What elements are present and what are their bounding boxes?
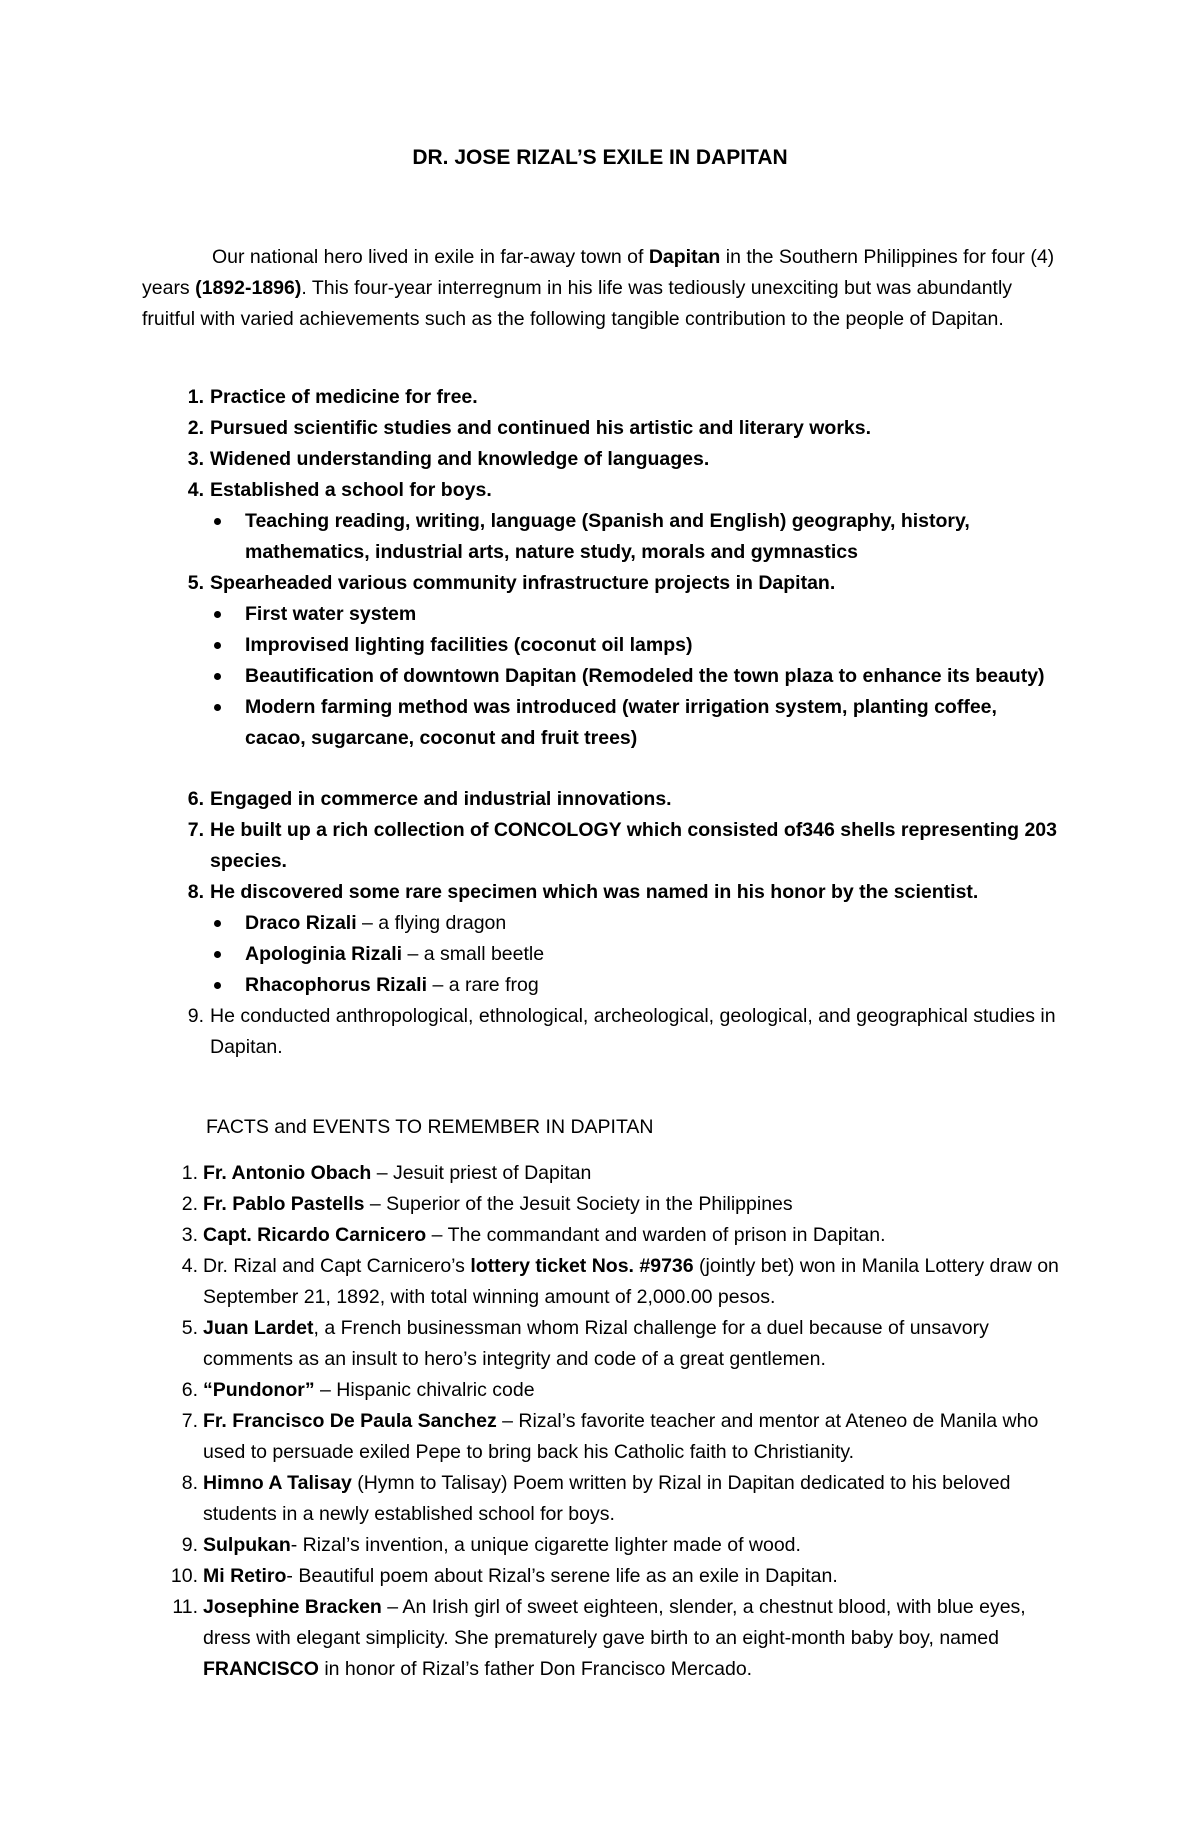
- sub-item: [210, 599, 1062, 630]
- list-item: [142, 1406, 1062, 1468]
- fact-text: , a French businessman whom Rizal challenge for a duel because of unsavory comments as an insult to hero’s integrity and code of a great gentlemen.: [203, 1317, 989, 1370]
- fact-text: in honor of Rizal’s father Don Francisco Mercado.: [318, 1658, 753, 1680]
- list-item: [142, 1189, 1062, 1220]
- item-number: 6.: [187, 788, 204, 810]
- fact-term: Sulpukan: [203, 1534, 291, 1556]
- list-item: [142, 877, 1062, 1001]
- item-number: 7.: [187, 819, 204, 841]
- item-text: Practice of medicine for free.: [210, 386, 478, 408]
- item-number: 10.: [170, 1565, 198, 1587]
- sub-item: [210, 692, 1062, 754]
- list-item: [142, 1251, 1062, 1313]
- fact-term: Josephine Bracken: [203, 1596, 382, 1618]
- species-description: – a small beetle: [402, 943, 545, 965]
- sub-list: [210, 599, 1062, 754]
- item-number: 1.: [181, 1162, 198, 1184]
- sub-item-text: Beautification of downtown Dapitan (Remodeled the town plaza to enhance its beauty): [245, 665, 1045, 687]
- list-item: [142, 815, 1062, 877]
- sub-item: [210, 661, 1062, 692]
- item-number: 5.: [187, 572, 204, 594]
- fact-term: Fr. Antonio Obach: [203, 1162, 372, 1184]
- sub-item-text: Modern farming method was introduced (water irrigation system, planting coffee, cacao, sugarcane, coconut and fruit trees): [245, 696, 997, 749]
- contributions-list: [142, 382, 1062, 1063]
- item-text: He conducted anthropological, ethnological, archeological, geological, and geographical studies in Dapitan.: [210, 1005, 1056, 1058]
- fact-term: “Pundonor”: [203, 1379, 315, 1401]
- list-item: [142, 1592, 1062, 1685]
- fact-term: Fr. Pablo Pastells: [203, 1193, 365, 1215]
- item-number: 3.: [181, 1224, 198, 1246]
- sub-item-text: First water system: [245, 603, 417, 625]
- species-description: – a flying dragon: [356, 912, 507, 934]
- item-number: 1.: [187, 386, 204, 408]
- sub-item: [210, 908, 1062, 939]
- intro-place: Dapitan: [648, 246, 721, 268]
- list-item: [142, 444, 1062, 475]
- list-item: [142, 382, 1062, 413]
- fact-text: - Rizal’s invention, a unique cigarette lighter made of wood.: [290, 1534, 801, 1556]
- list-item: [142, 1158, 1062, 1189]
- list-item: [142, 1001, 1062, 1063]
- item-number: 5.: [181, 1317, 198, 1339]
- spacer: [142, 754, 1062, 784]
- bullet-icon: [214, 704, 221, 711]
- item-number: 2.: [181, 1193, 198, 1215]
- item-number: 8.: [181, 1472, 198, 1494]
- bullet-icon: [214, 982, 221, 989]
- sub-item: [210, 630, 1062, 661]
- item-number: 3.: [187, 448, 204, 470]
- item-text: Pursued scientific studies and continued his artistic and literary works.: [210, 417, 872, 439]
- bullet-icon: [214, 611, 221, 618]
- fact-text: (Hymn to Talisay) Poem written by Rizal in Dapitan dedicated to his beloved students in a newly established school for boys.: [203, 1472, 1011, 1525]
- fact-text: – Rizal’s favorite teacher and mentor at Ateneo de Manila who used to persuade exiled Pepe to bring back his Catholic faith to Christianity.: [203, 1410, 1039, 1463]
- list-item: [142, 568, 1062, 754]
- list-item: [142, 1313, 1062, 1375]
- intro-text: Our national hero lived in exile in far-away town of: [212, 246, 649, 268]
- fact-term: lottery ticket Nos. #9736: [470, 1255, 694, 1277]
- page-title: DR. JOSE RIZAL’S EXILE IN DAPITAN: [412, 146, 788, 169]
- fact-text: – An Irish girl of sweet eighteen, slender, a chestnut blood, with blue eyes, dress with elegant simplicity. She prematurely gave birth to an eight-month baby boy, named: [203, 1596, 1026, 1649]
- sub-item: [210, 506, 1062, 568]
- item-text: He built up a rich collection of CONCOLOGY which consisted of346 shells representing 203 species.: [210, 819, 1057, 872]
- sub-list: [210, 506, 1062, 568]
- bullet-icon: [214, 920, 221, 927]
- item-number: 4.: [181, 1255, 198, 1277]
- facts-list: [142, 1158, 1062, 1685]
- list-item: [142, 1468, 1062, 1530]
- fact-text: – The commandant and warden of prison in Dapitan.: [426, 1224, 886, 1246]
- fact-text: (jointly bet) won in Manila Lottery draw on September 21, 1892, with total winning amount of 2,000.00 pesos.: [203, 1255, 1059, 1308]
- fact-term: Capt. Ricardo Carnicero: [203, 1224, 427, 1246]
- sub-item: [210, 939, 1062, 970]
- item-text: Spearheaded various community infrastructure projects in Dapitan.: [210, 572, 836, 594]
- fact-text: – Jesuit priest of Dapitan: [371, 1162, 592, 1184]
- intro-years: (1892-1896): [195, 277, 302, 299]
- fact-text: – Hispanic chivalric code: [314, 1379, 535, 1401]
- intro-paragraph: [142, 242, 1057, 335]
- fact-term: FRANCISCO: [203, 1658, 319, 1680]
- bullet-icon: [214, 673, 221, 680]
- facts-heading: FACTS and EVENTS TO REMEMBER IN DAPITAN: [206, 1116, 654, 1138]
- item-text: Engaged in commerce and industrial innovations.: [210, 788, 672, 810]
- list-item: [142, 1530, 1062, 1561]
- fact-text: – Superior of the Jesuit Society in the Philippines: [364, 1193, 793, 1215]
- item-text: Established a school for boys.: [210, 479, 492, 501]
- item-number: 9.: [187, 1005, 204, 1027]
- list-item: [142, 475, 1062, 568]
- fact-term: Mi Retiro: [203, 1565, 287, 1587]
- item-number: 6.: [181, 1379, 198, 1401]
- list-item: [142, 784, 1062, 815]
- fact-text: - Beautiful poem about Rizal’s serene life as an exile in Dapitan.: [286, 1565, 838, 1587]
- sub-list: [210, 908, 1062, 1001]
- species-name: Apologinia Rizali: [245, 943, 403, 965]
- species-name: Draco Rizali: [245, 912, 357, 934]
- item-number: 7.: [181, 1410, 198, 1432]
- list-item: [142, 1561, 1062, 1592]
- item-number: 11.: [172, 1596, 198, 1618]
- fact-text: Dr. Rizal and Capt Carnicero’s: [203, 1255, 471, 1277]
- item-text: Widened understanding and knowledge of languages.: [210, 448, 710, 470]
- intro-text: . This four-year interregnum in his life was tediously unexciting but was abundantly fruitful with varied achievements such as the following tangible contribution to the people of Dapitan.: [142, 277, 1013, 330]
- bullet-icon: [214, 518, 221, 525]
- fact-term: Juan Lardet: [203, 1317, 314, 1339]
- item-number: 2.: [187, 417, 204, 439]
- fact-term: Himno A Talisay: [203, 1472, 352, 1494]
- item-text: He discovered some rare specimen which was named in his honor by the scientist.: [210, 881, 979, 903]
- intro-text: in the Southern Philippines for four (4) years: [142, 246, 1055, 299]
- species-name: Rhacophorus Rizali: [245, 974, 428, 996]
- item-number: 4.: [187, 479, 204, 501]
- sub-item: [210, 970, 1062, 1001]
- list-item: [142, 413, 1062, 444]
- sub-item-text: Teaching reading, writing, language (Spanish and English) geography, history, mathematics, industrial arts, nature study, morals and gymnastics: [245, 510, 970, 563]
- item-number: 8.: [187, 881, 204, 903]
- item-number: 9.: [181, 1534, 198, 1556]
- list-item: [142, 1375, 1062, 1406]
- sub-item-text: Improvised lighting facilities (coconut oil lamps): [245, 634, 693, 656]
- species-description: – a rare frog: [427, 974, 539, 996]
- list-item: [142, 1220, 1062, 1251]
- bullet-icon: [214, 642, 221, 649]
- bullet-icon: [214, 951, 221, 958]
- fact-term: Fr. Francisco De Paula Sanchez: [203, 1410, 497, 1432]
